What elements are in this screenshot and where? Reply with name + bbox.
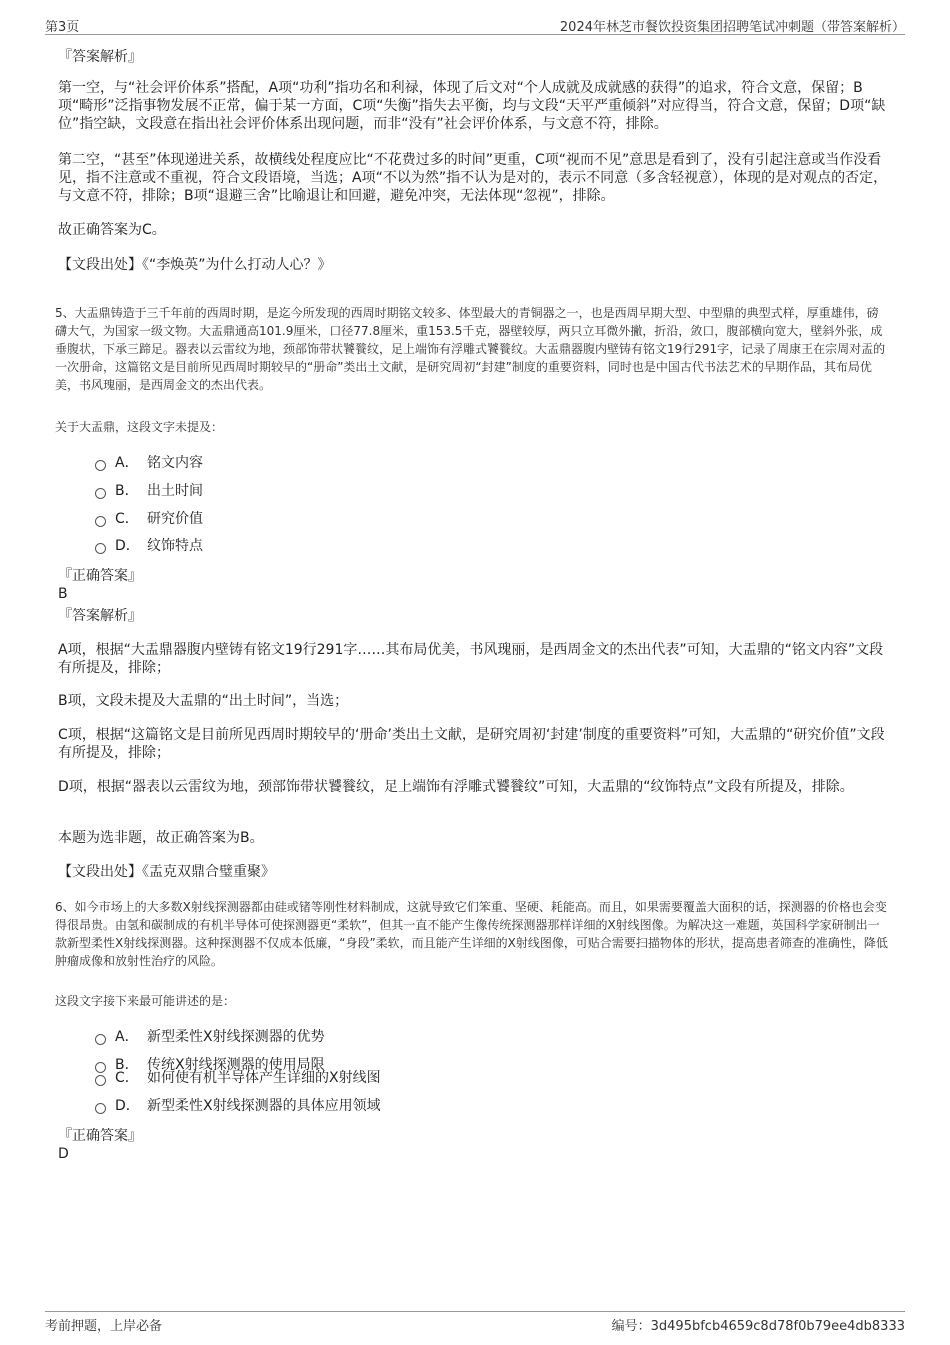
q6-option-c[interactable]: C． 如何使有机半导体产生详细的X射线图 xyxy=(95,1068,381,1088)
q4-analysis-para-1: 第一空，与“社会评价体系”搭配，A项“功利”指功名和利禄，体现了后文对“个人成就及成就感的获得”的追求，符合文意，保留；B项“畸形”泛指事物发展不正常，偏于某一方面，C项“失衡”指失去平衡，均与文段“天平严重倾斜”对应得当，符合文意，保留；D项“缺位”指空缺，文段意在指出社会评价体系出现问题，而非“没有”社会评价体系，与文意不符，排除。 xyxy=(58,80,886,132)
q6-option-d[interactable]: D． 新型柔性X射线探测器的具体应用领域 xyxy=(95,1096,381,1116)
q5-analysis-c: C项，根据“这篇铭文是目前所见西周时期较早的‘册命’类出土文献，是研究周初‘封建’制度的重要资料”可知，大盂鼎的“研究价值”文段有所提及，排除； xyxy=(58,727,885,761)
q5-question: 关于大盂鼎，这段文字未提及： xyxy=(55,420,224,434)
page-header xyxy=(45,14,905,35)
q5-analysis-label: 『答案解析』 xyxy=(58,608,142,624)
q5-option-b[interactable]: B． 出土时间 xyxy=(95,481,203,501)
page-number: 第3页 xyxy=(45,20,80,35)
q4-conclusion: 故正确答案为C。 xyxy=(58,222,166,238)
q6-answer-label: 『正确答案』 xyxy=(58,1128,142,1144)
radio-icon[interactable] xyxy=(95,488,106,499)
q4-analysis-label: 『答案解析』 xyxy=(58,49,142,65)
q6-answer: D xyxy=(58,1146,69,1162)
q4-analysis-para-2: 第二空，“甚至”体现递进关系，故横线处程度应比“不花费过多的时间”更重，C项“视而不见”意思是看到了，没有引起注意或当作没看见，指不注意或不重视，符合文段语境，当选；A项“不以为然”指不认为是对的，表示不同意（多含轻视意），体现的是对观点的否定，与文意不符，排除；B项“退避三舍”比喻退让和回避，避免冲突，无法体现“忽视”，排除。 xyxy=(58,152,888,204)
document-title: 2024年林芝市餐饮投资集团招聘笔试冲刺题（带答案解析） xyxy=(559,20,905,35)
q5-analysis-d: D项，根据“器表以云雷纹为地，颈部饰带状饕餮纹，足上端饰有浮雕式饕餮纹”可知，大盂鼎的“纹饰特点”文段有所提及，排除。 xyxy=(58,779,854,795)
q6-passage: 6、如今市场上的大多数X射线探测器都由硅或锗等刚性材料制成，这就导致它们笨重、坚硬、耗能高。而且，如果需要覆盖大面积的话，探测器的价格也会变得很昂贵。由氢和碳制成的有机半导体可使探测器更“柔软”，但其一直不能产生像传统探测器那样详细的X射线图像。为解决这一难题，英国科学家研制出一款新型柔性X射线探测器。这种探测器不仅成本低廉，“身段”柔软，而且能产生详细的X射线图像，可贴合需要扫描物体的形状，提高患者筛查的准确性，降低肿瘤成像和放射性治疗的风险。 xyxy=(55,900,888,968)
q5-analysis-b: B项，文段未提及大盂鼎的“出土时间”，当选； xyxy=(58,693,349,709)
q5-option-d[interactable]: D． 纹饰特点 xyxy=(95,536,203,556)
radio-icon[interactable] xyxy=(95,543,106,554)
footer-document-id: 编号：3d495bfcb4659c8d78f0b79ee4db8333 xyxy=(611,1319,905,1334)
q5-answer-label: 『正确答案』 xyxy=(58,568,142,584)
q5-option-a[interactable]: A． 铭文内容 xyxy=(95,453,203,473)
radio-icon[interactable] xyxy=(95,460,106,471)
q5-option-c[interactable]: C． 研究价值 xyxy=(95,509,203,529)
q6-question: 这段文字接下来最可能讲述的是： xyxy=(55,994,236,1008)
q6-option-a[interactable]: A． 新型柔性X射线探测器的优势 xyxy=(95,1027,325,1047)
q5-analysis-a: A项，根据“大盂鼎器腹内壁铸有铭文19行291字……其布局优美，书风瑰丽，是西周金文的杰出代表”可知，大盂鼎的“铭文内容”文段有所提及，排除； xyxy=(58,642,884,676)
radio-icon[interactable] xyxy=(95,1075,106,1086)
radio-icon[interactable] xyxy=(95,516,106,527)
q5-source: 【文段出处】《盂克双鼎合璧重聚》 xyxy=(58,864,275,880)
q5-passage: 5、大盂鼎铸造于三千年前的西周时期，是迄今所发现的西周时期铭文较多、体型最大的青铜器之一，也是西周早期大型、中型鼎的典型式样，厚重雄伟，磅礴大气，为国家一级文物。大盂鼎通高101.9厘米，口径77.8厘米，重153.5千克，器壁较厚，两只立耳微外撇，折沿，敛口，腹部横向宽大，壁斜外张，成垂腹状，下承三蹄足。器表以云雷纹为地，颈部饰带状饕餮纹，足上端饰有浮雕式饕餮纹。大盂鼎器腹内壁铸有铭文19行291字，记录了周康王在宗周对盂的一次册命，这篇铭文是目前所见西周时期较早的“册命”类出土文献，是研究周初“封建”制度的重要资料，同时也是中国古代书法艺术的早期作品，其布局优美，书风瑰丽，是西周金文的杰出代表。 xyxy=(55,306,886,392)
radio-icon[interactable] xyxy=(95,1103,106,1114)
radio-icon[interactable] xyxy=(95,1034,106,1045)
page-footer xyxy=(45,1311,905,1334)
footer-slogan: 考前押题，上岸必备 xyxy=(45,1319,163,1334)
q5-conclusion: 本题为选非题，故正确答案为B。 xyxy=(58,830,264,846)
q6-option-b[interactable]: B． 传统X射线探测器的使用局限 xyxy=(95,1055,325,1075)
q5-answer: B xyxy=(58,586,68,602)
q4-source: 【文段出处】《“李焕英”为什么打动人心？》 xyxy=(58,257,332,273)
